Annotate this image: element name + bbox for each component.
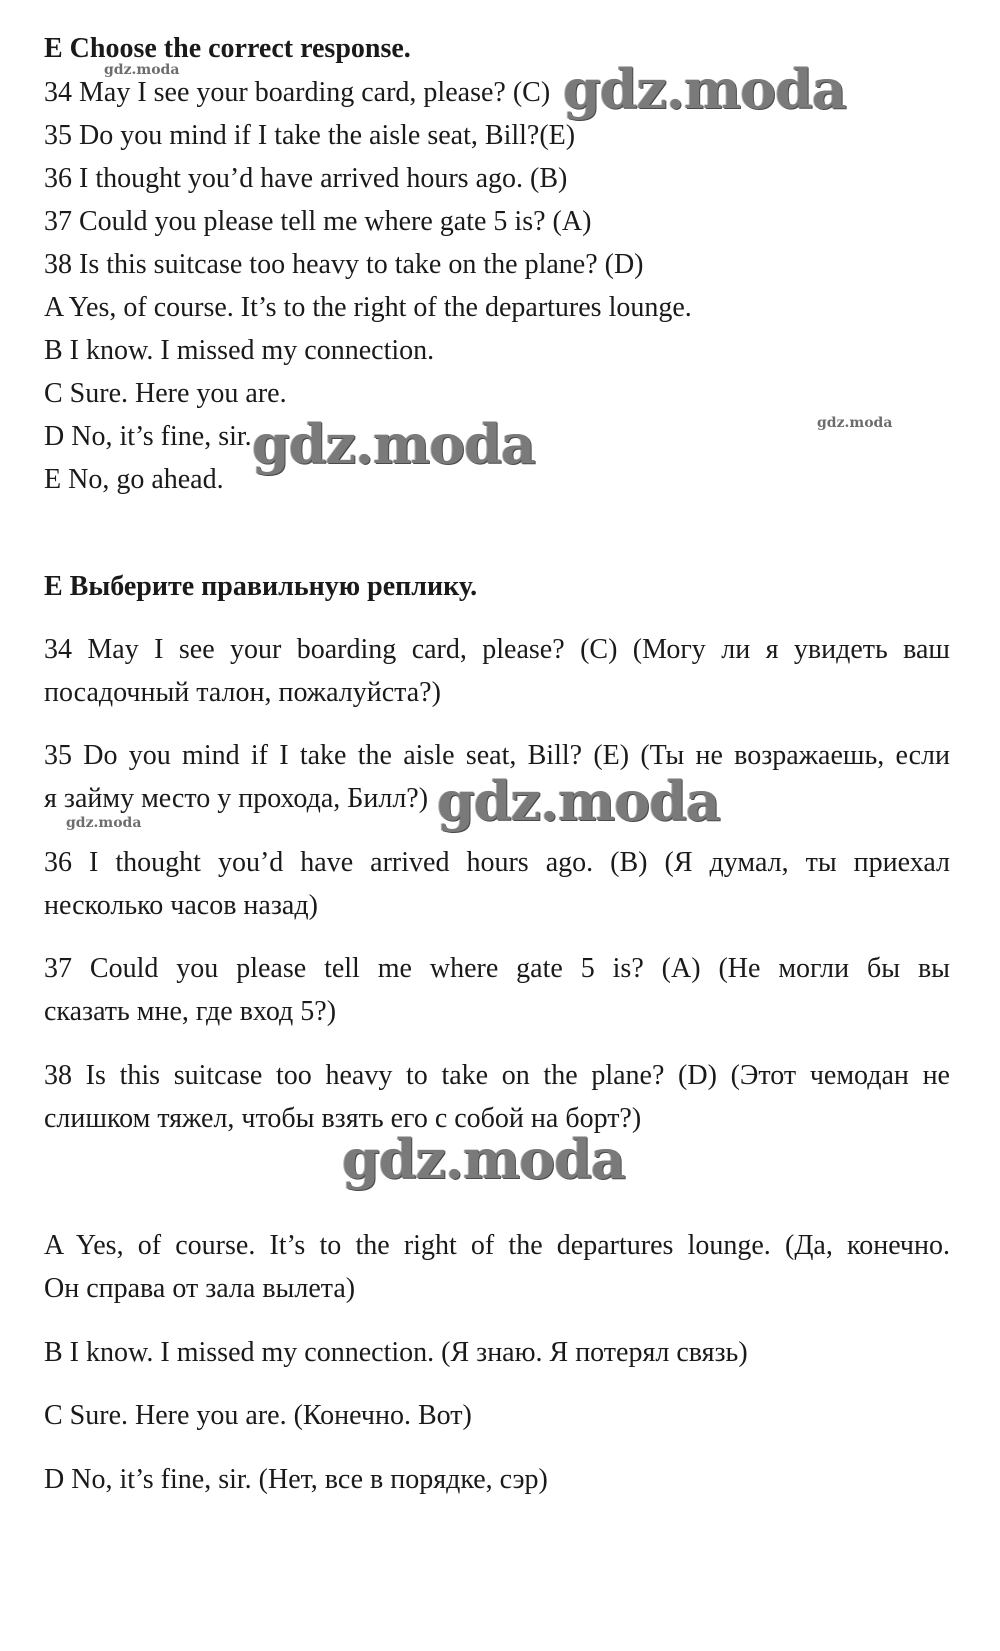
translated-item-line: 37 Could you please tell me where gate 5 is? (A) (Не могли бы вы xyxy=(44,953,950,984)
question-line: 37 Could you please tell me where gate 5 is? (A) xyxy=(44,206,592,237)
translated-item-line: несколько часов назад) xyxy=(44,890,318,921)
translated-item-line: A Yes, of course. It’s to the right of the departures lounge. (Да, конечно. xyxy=(44,1230,950,1261)
answer-line: B I know. I missed my connection. xyxy=(44,335,435,366)
answer-line: A Yes, of course. It’s to the right of the departures lounge. xyxy=(44,292,692,323)
translated-item-line: слишком тяжел, чтобы взять его с собой на борт?) xyxy=(44,1103,642,1134)
watermark-large: gdz.moda xyxy=(563,57,846,121)
watermark-small: gdz.moda xyxy=(66,815,142,831)
translated-item-line: 36 I thought you’d have arrived hours ago. (B) (Я думал, ты приехал xyxy=(44,847,950,878)
translated-item-line: 35 Do you mind if I take the aisle seat, Bill? (E) (Ты не возражаешь, если xyxy=(44,740,950,771)
answer-line: E No, go ahead. xyxy=(44,464,224,495)
question-line: 38 Is this suitcase too heavy to take on the plane? (D) xyxy=(44,249,644,280)
watermark-small: gdz.moda xyxy=(817,415,893,431)
section-heading-en: E Choose the correct response. xyxy=(44,33,411,64)
question-line: 36 I thought you’d have arrived hours ago. (B) xyxy=(44,163,568,194)
watermark-large: gdz.moda xyxy=(342,1127,625,1191)
watermark-large: gdz.moda xyxy=(252,412,535,476)
watermark-small: gdz.moda xyxy=(104,62,180,78)
answer-line: D No, it’s fine, sir. xyxy=(44,421,252,452)
translated-item-line: Он справа от зала вылета) xyxy=(44,1273,356,1304)
watermark-large: gdz.moda xyxy=(437,769,720,833)
translated-item-line: B I know. I missed my connection. (Я знаю. Я потерял связь) xyxy=(44,1337,748,1368)
answer-line: C Sure. Here you are. xyxy=(44,378,287,409)
translated-item-line: C Sure. Here you are. (Конечно. Вот) xyxy=(44,1400,472,1431)
translated-item-line: 34 May I see your boarding card, please? (C) (Могу ли я увидеть ваш xyxy=(44,634,950,665)
question-line: 34 May I see your boarding card, please? (C) xyxy=(44,77,551,108)
translated-item-line: D No, it’s fine, sir. (Нет, все в порядке, сэр) xyxy=(44,1464,548,1495)
translated-item-line: 38 Is this suitcase too heavy to take on the plane? (D) (Этот чемодан не xyxy=(44,1060,950,1091)
translated-item-line: я займу место у прохода, Билл?) xyxy=(44,783,429,814)
translated-item-line: сказать мне, где вход 5?) xyxy=(44,996,337,1027)
section-heading-ru: Е Выберите правильную реплику. xyxy=(44,571,478,602)
translated-item-line: посадочный талон, пожалуйста?) xyxy=(44,677,441,708)
question-line: 35 Do you mind if I take the aisle seat, Bill?(E) xyxy=(44,120,576,151)
